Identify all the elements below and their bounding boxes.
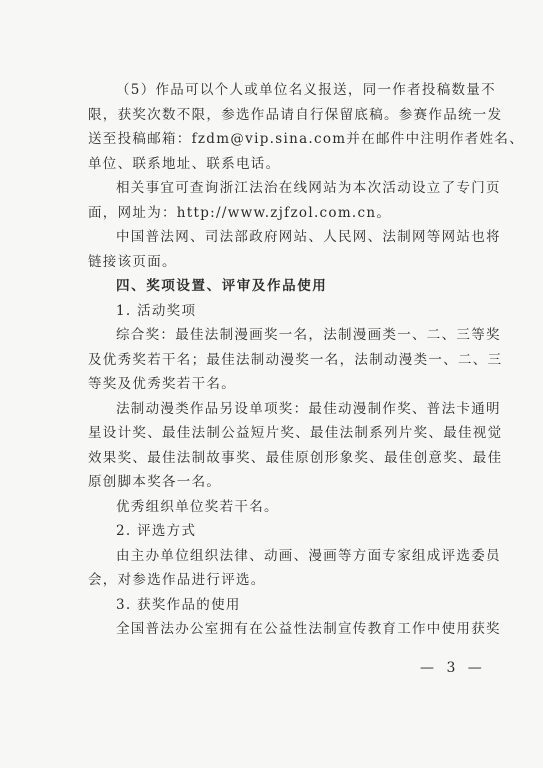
text-line: 限，获奖次数不限，参选作品请自行保留底稿。参赛作品统一发: [88, 106, 503, 123]
text-line: 面，网址为：http://www.zjfzol.com.cn。: [88, 204, 392, 221]
subsection-heading: 2. 评选方式: [116, 523, 197, 539]
subsection-heading: 3. 获奖作品的使用: [116, 596, 241, 613]
text-line: 综合奖：最佳法制漫画奖一名，法制漫画类一、二、三等奖: [116, 327, 501, 343]
text-line: 优秀组织单位奖若干名。: [116, 498, 279, 515]
text-line: 等奖及优秀奖若干名。: [88, 376, 236, 392]
text-line: 效果奖、最佳法制故事奖、最佳原创形象奖、最佳创意奖、最佳: [88, 449, 503, 466]
text-line: 中国普法网、司法部政府网站、人民网、法制网等网站也将: [116, 229, 501, 245]
text-line: 会，对参选作品进行评选。: [88, 572, 266, 588]
text-line: 及优秀奖若干名；最佳法制动漫奖一名，法制动漫类一、二、三: [88, 351, 503, 368]
page-number: — 3 —: [420, 660, 486, 676]
text-line: 送至投稿邮箱：fzdm@vip.sina.com并在邮件中注明作者姓名、: [88, 131, 524, 147]
text-line: 法制动漫类作品另设单项奖：最佳动漫制作奖、普法卡通明: [116, 400, 501, 417]
text-line: 全国普法办公室拥有在公益性法制宣传教育工作中使用获奖: [116, 621, 501, 637]
text-line: （5）作品可以个人或单位名义报送，同一作者投稿数量不: [116, 82, 496, 98]
section-heading: 四、奖项设置、评审及作品使用: [116, 278, 328, 294]
text-line: 链接该页面。: [88, 253, 177, 270]
document-body: [88, 78, 524, 642]
text-line: 单位、联系地址、联系电话。: [88, 155, 281, 172]
text-line: 相关事宜可查询浙江法治在线网站为本次活动设立了专门页: [116, 180, 501, 196]
text-line: 原创脚本奖各一名。: [88, 474, 222, 490]
text-line: 由主办单位组织法律、动画、漫画等方面专家组成评选委员: [116, 547, 501, 564]
subsection-heading: 1. 活动奖项: [116, 302, 197, 319]
text-line: 星设计奖、最佳法制公益短片奖、最佳法制系列片奖、最佳视觉: [88, 425, 503, 441]
